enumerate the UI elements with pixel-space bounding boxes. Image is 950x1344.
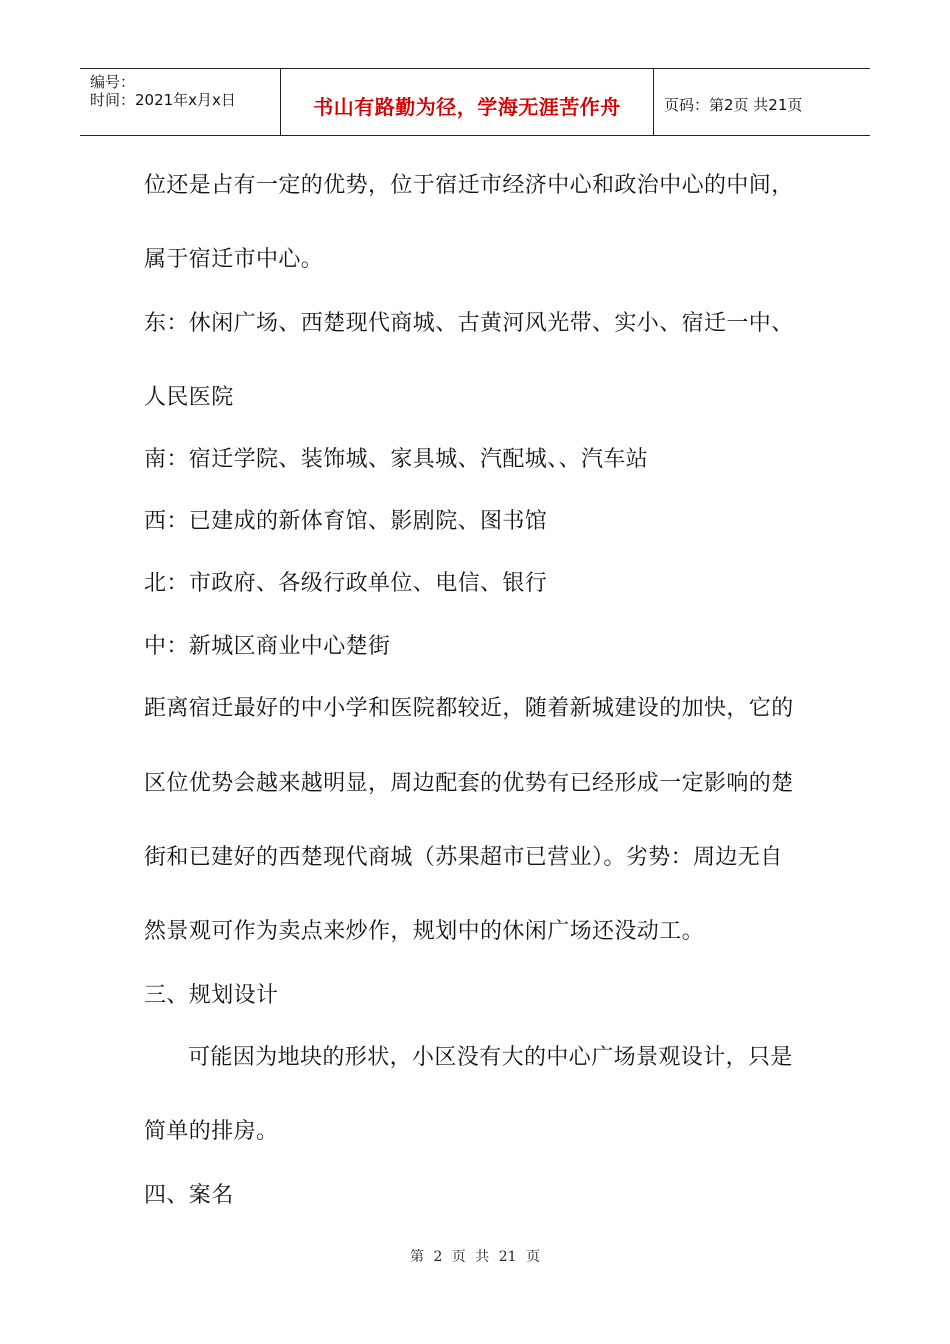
header-motto-cell bbox=[280, 69, 654, 135]
section-heading-planning: 三、规划设计 bbox=[144, 983, 279, 1008]
body-line: 可能因为地块的形状，小区没有大的中心广场景观设计，只是 bbox=[188, 1045, 793, 1070]
body-line: 南：宿迁学院、装饰城、家具城、汽配城、、汽车站 bbox=[144, 447, 649, 472]
body-line: 区位优势会越来越明显，周边配套的优势有已经形成一定影响的楚 bbox=[144, 771, 794, 796]
body-line: 北：市政府、各级行政单位、电信、银行 bbox=[144, 571, 548, 596]
body-line: 人民医院 bbox=[144, 385, 234, 410]
body-line: 然景观可作为卖点来炒作，规划中的休闲广场还没动工。 bbox=[144, 919, 705, 944]
document-date-label: 时间：2021年x月x日 bbox=[90, 91, 236, 109]
header-info-cell bbox=[80, 69, 280, 135]
body-line: 中：新城区商业中心楚街 bbox=[144, 634, 391, 659]
body-line: 东：休闲广场、西楚现代商城、古黄河风光带、实小、宿迁一中、 bbox=[144, 311, 794, 336]
section-heading-name: 四、案名 bbox=[144, 1183, 234, 1208]
body-line: 街和已建好的西楚现代商城（苏果超市已营业）。劣势：周边无自 bbox=[144, 845, 783, 870]
document-number-label: 编号： bbox=[90, 73, 136, 91]
body-line: 西：已建成的新体育馆、影剧院、图书馆 bbox=[144, 509, 548, 534]
header-page-cell bbox=[654, 69, 870, 135]
page-header bbox=[80, 68, 870, 136]
header-motto: 书山有路勤为径，学海无涯苦作舟 bbox=[313, 95, 621, 119]
page-footer: 第 2 页 共 21 页 bbox=[410, 1249, 540, 1265]
body-line: 距离宿迁最好的中小学和医院都较近，随着新城建设的加快，它的 bbox=[144, 696, 794, 721]
body-line: 位还是占有一定的优势，位于宿迁市经济中心和政治中心的中间， bbox=[144, 173, 794, 198]
body-line: 简单的排房。 bbox=[144, 1119, 279, 1144]
body-line: 属于宿迁市中心。 bbox=[144, 247, 324, 272]
header-page-code: 页码：第2页 共21页 bbox=[664, 96, 803, 114]
